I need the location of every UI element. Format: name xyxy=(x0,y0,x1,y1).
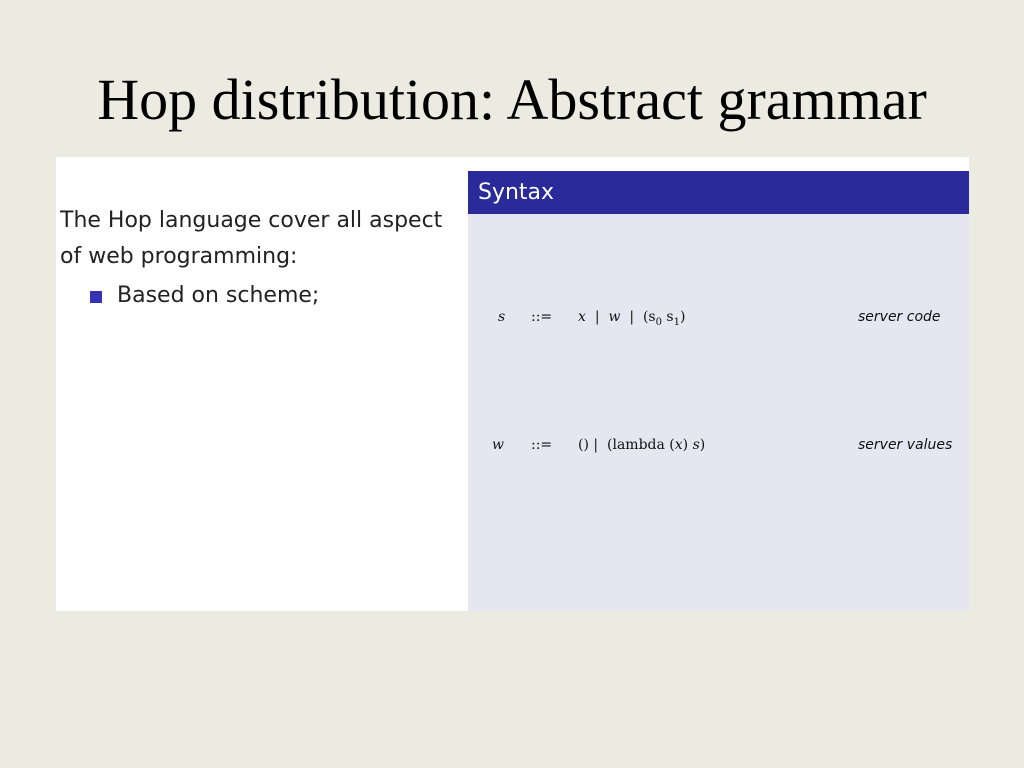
syntax-block xyxy=(468,171,969,611)
embedded-beamer-frame xyxy=(56,157,969,611)
lambda-open: (lambda ( xyxy=(607,437,675,453)
rule-production xyxy=(578,433,705,457)
production-separator: | xyxy=(629,309,635,325)
bullet-list xyxy=(60,281,460,311)
application-open: (s xyxy=(642,309,656,325)
rule-operator: ::= xyxy=(531,437,553,453)
lambda-close: ) xyxy=(682,437,693,453)
production-alt: w xyxy=(608,309,621,325)
production-separator: | xyxy=(593,437,599,453)
bullet-text: Based on scheme; xyxy=(117,283,320,308)
rule-description: server code xyxy=(858,309,941,325)
lambda-body: s xyxy=(692,437,700,453)
rule-nonterminal: s xyxy=(498,309,506,325)
production-alt: x xyxy=(578,309,586,325)
list-item xyxy=(60,281,460,311)
production-alt: () xyxy=(578,437,589,453)
application-arg: s xyxy=(661,309,674,325)
rule-nonterminal: w xyxy=(492,437,504,453)
rule-operator: ::= xyxy=(531,309,553,325)
lambda-var: x xyxy=(674,437,683,453)
application-close: ) xyxy=(680,309,686,325)
intro-text: The Hop language cover all aspect of web programming: xyxy=(60,208,443,269)
rule-production xyxy=(578,305,685,335)
lambda-end: ) xyxy=(699,437,706,453)
square-bullet-icon xyxy=(90,291,102,303)
left-column xyxy=(60,203,460,311)
rule-description: server values xyxy=(858,437,953,453)
syntax-block-title: Syntax xyxy=(468,171,969,214)
subscript: 0 xyxy=(655,316,662,328)
grammar-rule-server-values xyxy=(468,433,969,457)
subscript: 1 xyxy=(673,316,680,328)
slide-title: Hop distribution: Abstract grammar xyxy=(97,67,927,132)
production-separator: | xyxy=(594,309,600,325)
grammar-rule-server-code xyxy=(468,305,969,329)
